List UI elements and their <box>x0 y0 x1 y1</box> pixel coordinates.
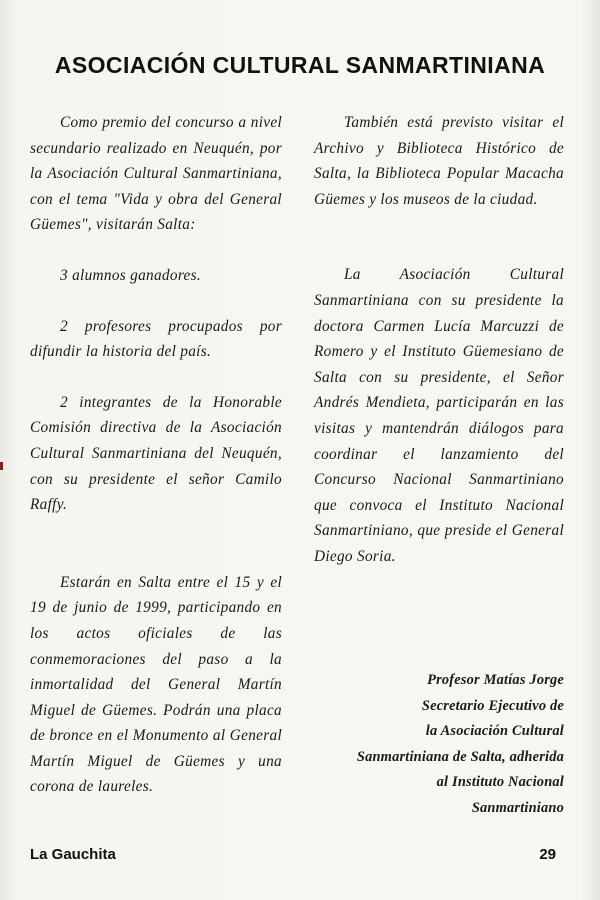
right-paragraph-visits: También está previsto visitar el Archivo y Biblioteca Histórico de Salta, la Biblioteca Popular Macacha Güemes y los museos de la ciudad. <box>314 114 564 208</box>
left-column <box>30 110 282 800</box>
left-paragraph-dates: Estarán en Salta entre el 15 y el 19 de junio de 1999, participando en los actos oficiales de las conmemoraciones del paso a la inmortalidad del General Martín Miguel de Güemes. Podrán una placa de bronce en el Monumento al General Martín Miguel de Güemes y una corona de laureles. <box>30 573 282 796</box>
article-title: ASOCIACIÓN CULTURAL SANMARTINIANA <box>54 52 546 78</box>
signature-block <box>314 668 564 822</box>
publication-name: La Gauchita <box>30 846 116 863</box>
left-paragraph-intro: Como premio del concurso a nivel secundario realizado en Neuquén, por la Asociación Cultural Sanmartiniana, con el tema "Vida y obra del General Güemes", visitarán Salta: <box>30 114 282 234</box>
signature-line: Profesor Matías Jorge <box>427 672 564 688</box>
page-edge-mark <box>0 462 3 470</box>
signature-line: Secretario Ejecutivo de <box>421 697 564 714</box>
signature-line: al Instituto Nacional <box>436 774 564 791</box>
left-paragraph-students: 3 alumnos ganadores. <box>60 266 201 284</box>
page-number: 29 <box>539 846 556 863</box>
signature-line: la Asociación Cultural <box>425 723 564 740</box>
left-paragraph-board-members: 2 integrantes de la Honorable Comisión directiva de la Asociación Cultural Sanmartiniana del Neuquén, con su presidente el señor Camilo Raffy. <box>30 393 282 514</box>
signature-line: Sanmartiniano <box>471 799 564 816</box>
signature-line: Sanmartiniana de Salta, adherida <box>356 748 564 765</box>
left-paragraph-teachers: 2 profesores procupados por difundir la historia del país. <box>30 317 282 361</box>
right-paragraph-association: La Asociación Cultural Sanmartiniana con su presidente la doctora Carmen Lucía Marcuzzi de Romero y el Instituto Güemesiano de Salta con su presidente, el Señor Andrés Mendieta, participarán en las visitas y mantendrán diálogos para coordinar el lanzamiento del Concurso Nacional Sanmartiniano que convoca el Instituto Nacional Sanmartiniano, que preside el General Diego Soria. <box>314 266 564 565</box>
right-column <box>314 110 564 570</box>
